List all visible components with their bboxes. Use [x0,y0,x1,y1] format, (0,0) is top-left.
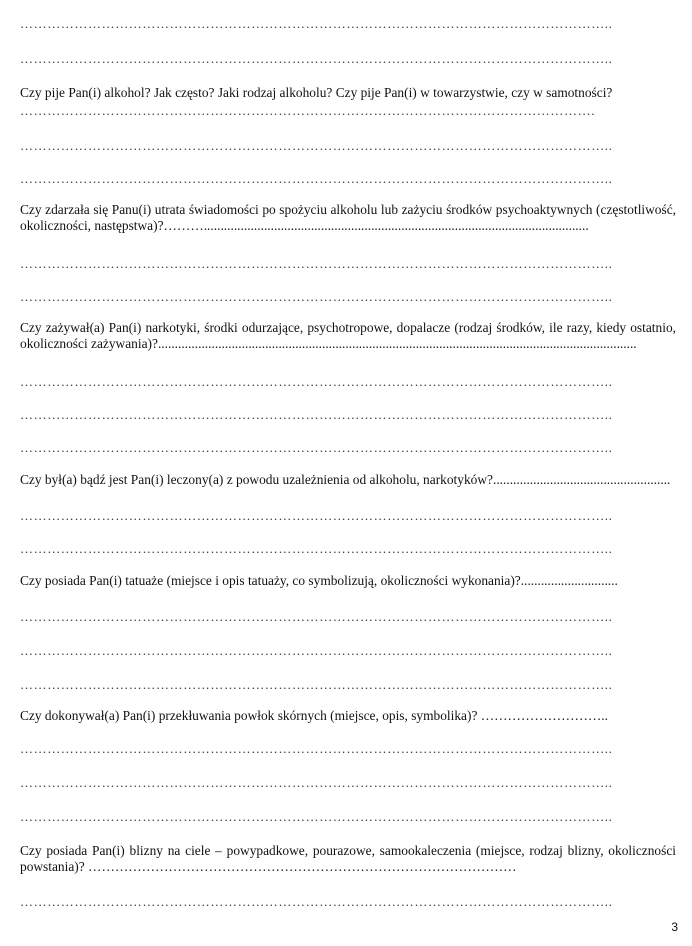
question-alcohol: Czy pije Pan(i) alkohol? Jak często? Jaki rodzaj alkoholu? Czy pije Pan(i) w towarzystwie, czy w samotności? [20,85,613,100]
answer-line[interactable]: ………………………………………………………………………………………………………………….. [20,741,613,756]
answer-line[interactable]: ………………………………………………………………………………………………………………….. [20,809,613,824]
answer-inline-fill[interactable]: ............................................................................................................................................... [157,336,637,351]
answer-line[interactable]: ………………………………………………………………………………………………………………….. [20,16,613,31]
answer-inline-fill[interactable]: …………………………………………………………………………………… [84,859,517,874]
answer-line[interactable]: ………………………………………………………………………………………………………………….. [20,51,613,66]
answer-line[interactable]: ………………………………………………………………………………………………………………….. [20,407,613,422]
question-tattoos [20,573,676,589]
question-drugs [20,320,676,354]
answer-inline-fill[interactable]: ……………………….. [477,708,608,723]
answer-line[interactable]: ………………………………………………………………………………………………………………….. [20,440,613,455]
answer-line[interactable]: ………………………………………………………………………………………………………………….. [20,508,613,523]
answer-line[interactable]: ………………………………………………………………………………………………………………….. [20,775,613,790]
answer-line[interactable]: ………………………………………………………………………………………………………………….. [20,643,613,658]
question-text: Czy posiada Pan(i) tatuaże (miejsce i opis tatuaży, co symbolizują, okoliczności wykonania)? [20,573,521,588]
answer-line[interactable]: ………………………………………………………………………………………………………………….. [20,374,613,389]
answer-line[interactable]: ………………………………………………………………………………………………………………….. [20,256,613,271]
answer-line[interactable]: ………………………………………………………………………………………………………………….. [20,609,613,624]
answer-inline-fill[interactable]: ………................................................................................................................... [163,218,589,233]
page-number: 3 [671,920,678,934]
question-scars [20,843,676,877]
answer-inline-fill[interactable]: ..................................................... [492,472,671,487]
answer-line[interactable]: ………………………………………………………………………………………………………………….. [20,894,613,909]
question-text: Czy dokonywał(a) Pan(i) przekłuwania powłok skórnych (miejsce, opis, symbolika)? [20,708,478,723]
question-text: Czy zażywał(a) Pan(i) narkotyki, środki odurzające, psychotropowe, dopalacze (rodzaj środków, ile razy, kiedy ostatnio, okoliczności zażywania)? [20,320,676,351]
answer-inline-fill[interactable]: ............................. [520,573,618,588]
question-piercing [20,708,676,724]
answer-line[interactable]: ………………………………………………………………………………………………………………….. [20,171,613,186]
question-text: Czy posiada Pan(i) blizny na ciele – powypadkowe, pourazowe, samookaleczenia (miejsce, rodzaj blizny, okoliczności powstania)? [20,843,676,874]
question-text: Czy zdarzała się Panu(i) utrata świadomości po spożyciu alkoholu lub zażyciu środków psychoaktywnych (częstotliwość, okoliczności, następstwa)? [20,202,676,233]
answer-line[interactable]: ………………………………………………………………………………………………………………….. [20,677,613,692]
question-loss-of-consciousness [20,202,676,236]
answer-line[interactable]: ………………………………………………………………………………………………………………. [20,103,596,118]
answer-line[interactable]: ………………………………………………………………………………………………………………….. [20,289,613,304]
question-text: Czy był(a) bądź jest Pan(i) leczony(a) z powodu uzależnienia od alkoholu, narkotyków? [20,472,493,487]
answer-line[interactable]: ………………………………………………………………………………………………………………….. [20,541,613,556]
question-addiction-treatment [20,472,676,488]
answer-line[interactable]: ………………………………………………………………………………………………………………….. [20,138,613,153]
